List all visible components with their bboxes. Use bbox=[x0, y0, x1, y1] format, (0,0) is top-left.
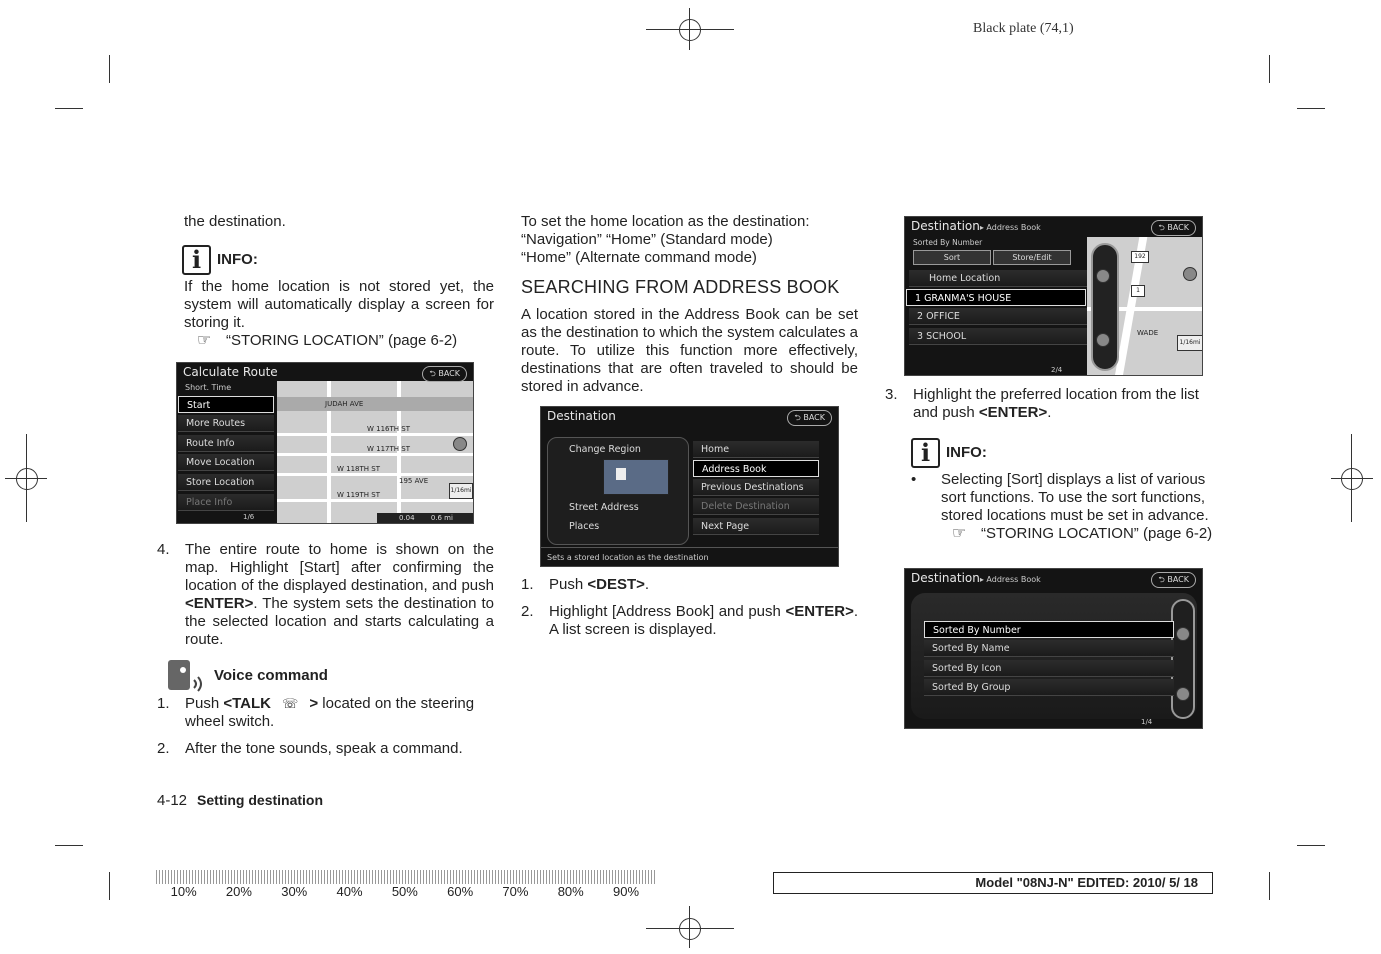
address-book-screen bbox=[904, 216, 1203, 376]
route-info-button[interactable]: Route Info bbox=[178, 435, 274, 452]
us-map-icon bbox=[603, 459, 669, 495]
route-map bbox=[277, 381, 474, 524]
enter-key-label: <ENTER> bbox=[785, 603, 854, 620]
item-number: 3. bbox=[885, 386, 898, 403]
scroll-down-icon[interactable] bbox=[1096, 333, 1110, 347]
back-button[interactable]: ⮌ BACK bbox=[1151, 220, 1196, 236]
bullet-dot: • bbox=[911, 471, 917, 488]
street-label: JUDAH AVE bbox=[325, 400, 364, 408]
next-page-button[interactable]: Next Page bbox=[693, 518, 819, 535]
street-label: 195 AVE bbox=[399, 477, 429, 485]
home-location-item[interactable]: Home Location bbox=[909, 270, 1087, 287]
crop-mark bbox=[1297, 108, 1325, 109]
address-item-3[interactable]: 3 SCHOOL bbox=[909, 328, 1087, 345]
registration-mark bbox=[679, 19, 701, 41]
bullet-text: Selecting [Sort] displays a list of various sort functions. To use the sort functions, stored locations must be set in advance. bbox=[941, 471, 1209, 524]
sort-by-number-item[interactable]: Sorted By Number bbox=[924, 621, 1174, 638]
crop-mark bbox=[109, 872, 110, 900]
street-label: W 118TH ST bbox=[337, 465, 380, 473]
talk-key-end: > bbox=[309, 695, 319, 712]
change-region-button[interactable]: Change Region bbox=[569, 444, 641, 455]
calculate-route-screen bbox=[176, 362, 474, 524]
pointing-hand-icon: ☞ bbox=[951, 525, 967, 542]
section-body: A location stored in the Address Book can be set as the destination to which the system calculates a route. To utilize this function more effectively, destinations that are often traveled to should be stored in advance. bbox=[521, 306, 858, 395]
sort-by-icon-item[interactable]: Sorted By Icon bbox=[924, 660, 1174, 677]
enter-key-label: <ENTER> bbox=[185, 595, 254, 612]
percent-label: 90% bbox=[613, 884, 640, 899]
registration-mark bbox=[16, 468, 38, 490]
status-bar: Sets a stored location as the destination bbox=[541, 547, 838, 567]
crop-mark bbox=[109, 55, 110, 83]
page-indicator: 1/4 bbox=[1141, 718, 1153, 726]
address-item-1[interactable]: 1 GRANMA'S HOUSE bbox=[906, 289, 1086, 306]
scroll-track[interactable] bbox=[1091, 243, 1119, 371]
destination-screen bbox=[540, 406, 839, 567]
page-indicator: 2/4 bbox=[1051, 366, 1063, 374]
crop-mark bbox=[1269, 55, 1270, 83]
voice-command-label: Voice command bbox=[214, 666, 328, 684]
crop-mark bbox=[55, 108, 83, 109]
voice-alternate: “Home” (Alternate command mode) bbox=[521, 249, 757, 266]
right-info bbox=[911, 438, 1222, 543]
distance-bar bbox=[377, 513, 473, 524]
start-button[interactable]: Start bbox=[178, 396, 274, 413]
right-steps bbox=[885, 377, 1222, 422]
info-label: INFO: bbox=[217, 251, 258, 268]
sort-button[interactable]: Sort bbox=[913, 250, 991, 265]
street-address-button[interactable]: Street Address bbox=[569, 502, 639, 513]
registration-mark bbox=[1341, 468, 1363, 490]
registration-mark bbox=[679, 918, 701, 940]
percent-label: 40% bbox=[336, 884, 363, 899]
item-number: 2. bbox=[521, 603, 534, 620]
list-item bbox=[157, 740, 494, 758]
page-footer bbox=[157, 792, 323, 809]
back-label: BACK bbox=[803, 413, 825, 422]
step4-list bbox=[157, 532, 494, 649]
more-routes-button[interactable]: More Routes bbox=[178, 415, 274, 432]
move-location-button[interactable]: Move Location bbox=[178, 454, 274, 471]
route-type: Short. Time bbox=[185, 383, 232, 392]
places-button[interactable]: Places bbox=[569, 521, 600, 532]
crop-mark bbox=[55, 845, 83, 846]
scroll-up-icon[interactable] bbox=[1176, 627, 1190, 641]
road-shield: 192 bbox=[1131, 251, 1149, 263]
store-edit-button[interactable]: Store/Edit bbox=[993, 250, 1071, 265]
reference-text: “STORING LOCATION” (page 6-2) bbox=[981, 525, 1213, 542]
previous-destinations-button[interactable]: Previous Destinations bbox=[693, 479, 819, 496]
talk-key-label: <TALK bbox=[223, 695, 271, 712]
info-reference bbox=[947, 525, 1222, 543]
middle-steps bbox=[521, 567, 858, 639]
item-number: 1. bbox=[521, 576, 534, 593]
tone-scale-bar bbox=[156, 870, 655, 884]
scale-indicator: 1/16mi bbox=[1177, 335, 1203, 351]
item-number: 4. bbox=[157, 541, 170, 558]
sort-by-group-item[interactable]: Sorted By Group bbox=[924, 679, 1174, 696]
pointing-hand-icon: ☞ bbox=[196, 332, 212, 349]
item-text: After the tone sounds, speak a command. bbox=[185, 740, 463, 757]
back-button[interactable]: ⮌ BACK bbox=[1151, 572, 1196, 588]
percent-label: 50% bbox=[391, 884, 418, 899]
screen-title: Calculate Route bbox=[183, 365, 278, 379]
talk-icon: ☏ bbox=[282, 696, 299, 711]
distance-value: 0.04 bbox=[399, 514, 415, 522]
screen-subtitle: Address Book bbox=[986, 223, 1041, 232]
screen-title: Destination▸ Address Book bbox=[911, 219, 1041, 233]
address-book-button[interactable]: Address Book bbox=[693, 460, 819, 477]
voice-steps bbox=[157, 686, 494, 758]
zoom-icon[interactable] bbox=[453, 437, 467, 451]
sort-label: Sorted By Number bbox=[913, 238, 983, 247]
dest-key-label: <DEST> bbox=[587, 576, 645, 593]
percent-label: 20% bbox=[225, 884, 252, 899]
enter-key-label: <ENTER> bbox=[978, 404, 1048, 421]
screen-title: Destination▸ Address Book bbox=[911, 571, 1041, 585]
item-number: 2. bbox=[157, 740, 170, 757]
section-heading: SEARCHING FROM ADDRESS BOOK bbox=[521, 277, 840, 297]
percent-label: 30% bbox=[281, 884, 308, 899]
screen-title: Destination bbox=[547, 409, 616, 423]
section-name: Setting destination bbox=[197, 792, 324, 808]
place-info-button[interactable]: Place Info bbox=[178, 494, 274, 511]
tone-scale-labels bbox=[156, 884, 676, 899]
street-label: WADE bbox=[1137, 329, 1159, 337]
street-label: W 117TH ST bbox=[367, 445, 410, 453]
crop-mark bbox=[1297, 845, 1325, 846]
info-reference bbox=[192, 332, 494, 350]
item-text: Push <TALK ☏ > located on the steering wheel switch. bbox=[185, 695, 475, 730]
list-item bbox=[521, 576, 858, 594]
info-text: If the home location is not stored yet, the system will automatically display a screen for storing it. bbox=[184, 278, 494, 331]
back-label: BACK bbox=[438, 369, 460, 378]
middle-column bbox=[521, 213, 858, 396]
info-label: INFO: bbox=[946, 444, 987, 461]
page-number: 4-12 bbox=[157, 792, 188, 809]
scroll-down-icon[interactable] bbox=[1176, 687, 1190, 701]
info-icon: i bbox=[911, 438, 940, 468]
info-icon: i bbox=[182, 245, 211, 275]
info-heading bbox=[182, 245, 494, 275]
street-label: W 119TH ST bbox=[337, 491, 380, 499]
sort-options-screen bbox=[904, 568, 1203, 729]
list-item bbox=[157, 695, 494, 731]
info-heading bbox=[911, 438, 1222, 468]
intro-text: the destination. bbox=[184, 213, 286, 230]
list-item bbox=[885, 386, 1222, 422]
item-number: 1. bbox=[157, 695, 170, 712]
percent-label: 60% bbox=[447, 884, 474, 899]
sort-by-name-item[interactable]: Sorted By Name bbox=[924, 640, 1174, 657]
item-text: The entire route to home is shown on the map. Highlight [Start] after confirming the location of the displayed destination, and push <ENTER>. The system sets the destination to the selected location and starts calculating a route. bbox=[185, 541, 494, 648]
back-button[interactable]: ⮌ BACK bbox=[787, 410, 832, 426]
distance-total: 0.6 mi bbox=[430, 514, 453, 522]
list-item bbox=[157, 541, 494, 649]
back-label: BACK bbox=[1167, 223, 1189, 232]
percent-label: 70% bbox=[502, 884, 529, 899]
list-item bbox=[521, 603, 858, 639]
left-column bbox=[184, 213, 494, 350]
street-label: W 116TH ST bbox=[367, 425, 410, 433]
scroll-track[interactable] bbox=[1171, 599, 1195, 719]
screen-subtitle: Address Book bbox=[986, 575, 1041, 584]
delete-destination-button[interactable]: Delete Destination bbox=[693, 498, 819, 515]
scroll-up-icon[interactable] bbox=[1096, 269, 1110, 283]
home-button[interactable]: Home bbox=[693, 441, 819, 458]
item-text: Highlight [Address Book] and push <ENTER>. A list screen is displayed. bbox=[549, 603, 858, 638]
item-text: Highlight the preferred location from the list and push <ENTER>. bbox=[913, 386, 1199, 421]
back-button[interactable]: ⮌ BACK bbox=[422, 366, 467, 382]
percent-label: 10% bbox=[170, 884, 197, 899]
zoom-icon[interactable] bbox=[1183, 267, 1197, 281]
address-item-2[interactable]: 2 OFFICE bbox=[909, 308, 1087, 325]
voice-standard: “Navigation” “Home” (Standard mode) bbox=[521, 231, 773, 248]
reference-text: “STORING LOCATION” (page 6-2) bbox=[226, 332, 458, 349]
crop-mark bbox=[1269, 872, 1270, 900]
percent-label: 80% bbox=[557, 884, 584, 899]
store-location-button[interactable]: Store Location bbox=[178, 474, 274, 491]
bullet-item bbox=[911, 471, 1222, 525]
page-indicator: 1/6 bbox=[243, 513, 255, 521]
home-intro: To set the home location as the destination: bbox=[521, 213, 810, 230]
item-text: Push <DEST>. bbox=[549, 576, 650, 593]
back-label: BACK bbox=[1167, 575, 1189, 584]
model-edited-box: Model "08NJ-N" EDITED: 2010/ 5/ 18 bbox=[773, 872, 1213, 894]
scale-indicator: 1/16mi bbox=[449, 483, 473, 499]
plate-label: Black plate (74,1) bbox=[973, 21, 1074, 36]
road-shield: 1 bbox=[1131, 285, 1145, 297]
